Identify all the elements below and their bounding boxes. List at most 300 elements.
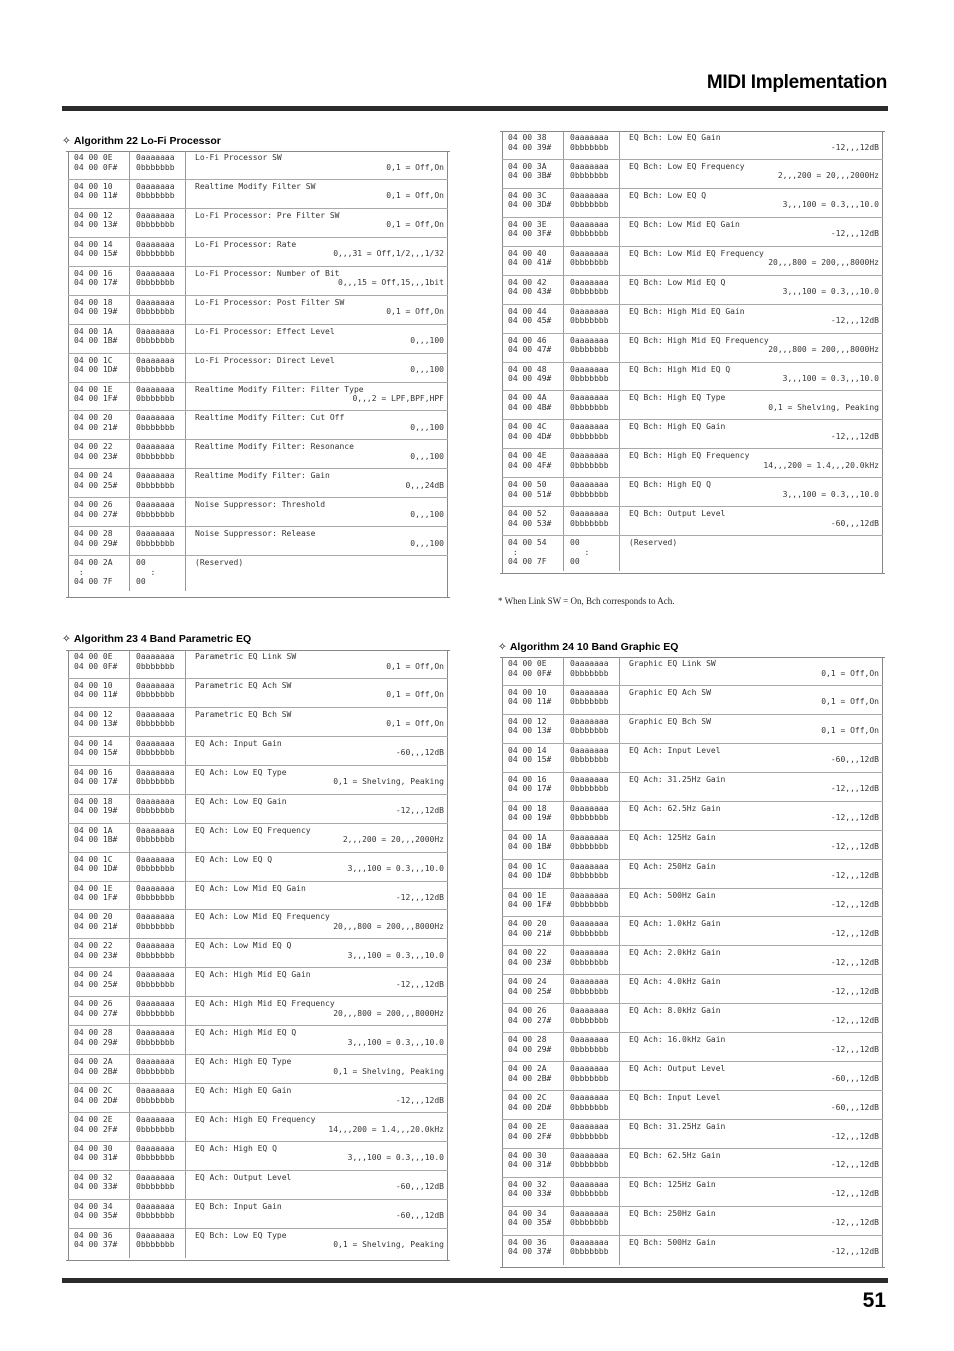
data-low: 0bbbbbbb: [136, 509, 175, 519]
data-low: 0bbbbbbb: [136, 806, 175, 816]
data-low: 0bbbbbbb: [136, 422, 175, 432]
parameter-range: 0,1 = Shelving, Peaking: [333, 1066, 444, 1076]
address-start: 04 00 22: [508, 948, 547, 958]
data-high: 0aaaaaaa: [570, 248, 609, 258]
data-high: 0aaaaaaa: [136, 738, 175, 748]
parameter-range: -12,,,12dB: [830, 784, 879, 794]
address-cell: [502, 334, 564, 362]
header-rule: [62, 106, 888, 111]
address-end: 04 00 13#: [508, 726, 552, 736]
parameter-range: 0,1 = Shelving, Peaking: [333, 1240, 444, 1250]
description-cell: [186, 151, 448, 179]
address-start: 04 00 18: [74, 796, 113, 806]
address-cell: [68, 296, 130, 324]
data-low: 0bbbbbbb: [136, 1182, 175, 1192]
data-low: 0bbbbbbb: [570, 813, 609, 823]
address-end: 04 00 33#: [74, 1182, 118, 1192]
data-low: 0bbbbbbb: [570, 229, 609, 239]
address-start: 04 00 42: [508, 277, 547, 287]
address-end: 04 00 1D#: [508, 871, 552, 881]
data-high: 0aaaaaaa: [570, 919, 609, 929]
data-low: 0bbbbbbb: [570, 258, 609, 268]
parameter-range: 3,,,100 = 0.3,,,10.0: [782, 287, 879, 297]
parameter-name: EQ Bch: 500Hz Gain: [629, 1237, 716, 1247]
table-row: [68, 1171, 448, 1200]
description-cell: [186, 679, 448, 707]
address-start: 04 00 36: [508, 1237, 547, 1247]
address-cell: [502, 276, 564, 304]
description-cell: [620, 160, 883, 188]
data-low: 0bbbbbbb: [570, 784, 609, 794]
data-low: 0bbbbbbb: [570, 1131, 609, 1141]
parameter-name: EQ Ach: 2.0kHz Gain: [629, 948, 721, 958]
parameter-range: 14,,,200 = 1.4,,,20.0kHz: [328, 1124, 444, 1134]
data-low: 0bbbbbbb: [136, 864, 175, 874]
address-start: 04 00 28: [74, 529, 113, 539]
data-low: 0bbbbbbb: [136, 835, 175, 845]
description-cell: [620, 1120, 883, 1148]
address-end: 04 00 0F#: [74, 661, 118, 671]
parameter-name: EQ Bch: 31.25Hz Gain: [629, 1122, 726, 1131]
data-low: 0bbbbbbb: [136, 1037, 175, 1047]
table-row: [502, 1004, 883, 1033]
data-cell: [564, 1236, 620, 1265]
parameter-range: 0,,,15 = Off,15,,,1bit: [338, 278, 444, 288]
address-end: 04 00 23#: [508, 957, 552, 967]
address-cell: [68, 1113, 130, 1141]
data-high: 0aaaaaaa: [570, 219, 609, 229]
data-low: 0bbbbbbb: [570, 957, 609, 967]
parameter-range: -60,,,12dB: [830, 755, 879, 765]
data-high: 0aaaaaaa: [570, 977, 609, 987]
parameter-name: Lo-Fi Processor: Number of Bit: [195, 268, 340, 278]
parameter-name: EQ Ach: 250Hz Gain: [629, 861, 716, 871]
table-row: [68, 383, 448, 412]
parameter-name: EQ Ach: Low Mid EQ Gain: [195, 883, 306, 893]
data-cell: [130, 469, 186, 497]
address-cell: [502, 1091, 564, 1119]
table-row: [68, 795, 448, 824]
data-low: 0bbbbbbb: [570, 842, 609, 852]
address-cell: [502, 860, 564, 888]
address-cell: [68, 910, 130, 938]
parameter-range: 3,,,100 = 0.3,,,10.0: [347, 1037, 444, 1047]
table-row: [502, 1149, 883, 1178]
address-cell: [68, 997, 130, 1025]
address-start: 04 00 12: [508, 716, 547, 726]
parameter-name: Noise Suppressor: Threshold: [195, 500, 326, 510]
parameter-name: EQ Ach: High EQ Q: [195, 1143, 277, 1153]
description-cell: [620, 831, 883, 859]
parameter-name: EQ Bch: High EQ Type: [629, 393, 726, 403]
parameter-name: EQ Bch: Input Gain: [195, 1201, 282, 1211]
address-start: 04 00 10: [508, 687, 547, 697]
address-cell: [502, 247, 564, 275]
address-start: 04 00 16: [74, 268, 113, 278]
data-low: 0bbbbbbb: [570, 142, 609, 152]
data-high: 0aaaaaaa: [570, 1006, 609, 1016]
address-cell: [502, 975, 564, 1003]
description-cell: [186, 354, 448, 382]
address-end: 04 00 11#: [74, 191, 118, 201]
address-end: 04 00 13#: [74, 719, 118, 729]
address-start: 04 00 12: [74, 210, 113, 220]
description-cell: [186, 469, 448, 497]
data-cell: [564, 189, 620, 217]
address-cell: [502, 218, 564, 246]
parameter-range: 20,,,800 = 200,,,8000Hz: [768, 345, 879, 355]
data-low: 0bbbbbbb: [570, 345, 609, 355]
address-end: 04 00 0F#: [508, 668, 552, 678]
data-cell: [130, 1142, 186, 1170]
address-start: 04 00 0E: [508, 659, 547, 668]
data-cell: [130, 1200, 186, 1228]
description-cell: [620, 917, 883, 945]
address-start: 04 00 2A: [74, 1057, 113, 1067]
address-end: 04 00 25#: [74, 480, 118, 490]
data-low: 0bbbbbbb: [570, 1015, 609, 1025]
parameter-range: -12,,,12dB: [395, 1095, 444, 1105]
address-end: 04 00 2D#: [508, 1102, 552, 1112]
data-low: 0bbbbbbb: [136, 921, 175, 931]
parameter-range: -12,,,12dB: [830, 316, 879, 326]
description-cell: [620, 715, 883, 743]
table-row: [68, 325, 448, 354]
data-high: 0aaaaaaa: [136, 384, 175, 394]
address-end: 04 00 17#: [74, 777, 118, 787]
parameter-range: 0,,,100: [410, 336, 444, 346]
description-cell: [620, 1149, 883, 1177]
parameter-name: Graphic EQ Link SW: [629, 659, 716, 668]
data-low: 0bbbbbbb: [570, 489, 609, 499]
data-high: 0aaaaaaa: [570, 687, 609, 697]
address-cell: [502, 946, 564, 974]
data-high: 0aaaaaaa: [570, 1150, 609, 1160]
data-high: 0aaaaaaa: [136, 153, 175, 162]
address-cell: [502, 478, 564, 506]
parameter-range: 3,,,100 = 0.3,,,10.0: [782, 489, 879, 499]
parameter-name: EQ Bch: Low EQ Gain: [629, 133, 721, 142]
parameter-name: Lo-Fi Processor: Effect Level: [195, 326, 335, 336]
data-cell: [130, 296, 186, 324]
address-end: 04 00 27#: [508, 1015, 552, 1025]
data-high: 00: [570, 538, 580, 548]
description-cell: [186, 440, 448, 468]
parameter-range: -12,,,12dB: [830, 1015, 879, 1025]
parameter-name: EQ Bch: 62.5Hz Gain: [629, 1150, 721, 1160]
address-start: 04 00 2A: [74, 558, 113, 568]
parameter-range: 0,,,100: [410, 538, 444, 548]
parameter-name: EQ Ach: 8.0kHz Gain: [629, 1006, 721, 1016]
table-row: [502, 657, 883, 686]
param-table-alg23-continued: [502, 131, 883, 574]
data-low: 0bbbbbbb: [570, 1247, 609, 1257]
address-start: 04 00 2C: [74, 1086, 113, 1096]
address-end: 04 00 21#: [74, 921, 118, 931]
description-cell: [186, 1026, 448, 1054]
address-end: 04 00 43#: [508, 287, 552, 297]
table-row: [502, 305, 883, 334]
data-low: 0bbbbbbb: [570, 402, 609, 412]
address-cell: [502, 657, 564, 685]
description-cell: [186, 853, 448, 881]
parameter-name: EQ Ach: Low EQ Frequency: [195, 825, 311, 835]
parameter-name: (Reserved): [629, 538, 678, 548]
address-start: 04 00 10: [74, 680, 113, 690]
data-high: 0aaaaaaa: [136, 767, 175, 777]
address-start: 04 00 26: [74, 999, 113, 1009]
address-end: 04 00 37#: [74, 1240, 118, 1250]
data-high: 0aaaaaaa: [570, 422, 609, 432]
data-high: 0aaaaaaa: [136, 999, 175, 1009]
data-cell: [130, 411, 186, 439]
parameter-name: EQ Bch: Low EQ Q: [629, 190, 707, 200]
address-end: 04 00 25#: [74, 979, 118, 989]
address-end: 04 00 3F#: [508, 229, 552, 239]
table-row: [502, 715, 883, 744]
parameter-name: EQ Ach: High Mid EQ Q: [195, 1028, 297, 1038]
address-end: 04 00 2B#: [508, 1073, 552, 1083]
address-cell: [502, 1062, 564, 1090]
parameter-name: EQ Bch: 250Hz Gain: [629, 1208, 716, 1218]
address-cell: [502, 536, 564, 571]
data-high: 0aaaaaaa: [136, 442, 175, 452]
data-low: 0bbbbbbb: [136, 336, 175, 346]
table-row: [502, 1178, 883, 1207]
description-cell: [620, 507, 883, 535]
description-cell: [186, 708, 448, 736]
data-high: 0aaaaaaa: [570, 161, 609, 171]
description-cell: [620, 1207, 883, 1235]
address-cell: [502, 686, 564, 714]
address-cell: [502, 1120, 564, 1148]
address-start: 04 00 2E: [508, 1122, 547, 1131]
address-cell: [502, 160, 564, 188]
address-start: 04 00 20: [74, 912, 113, 922]
parameter-name: EQ Ach: Low Mid EQ Frequency: [195, 912, 330, 922]
address-cell: [502, 917, 564, 945]
data-low: 0bbbbbbb: [136, 1095, 175, 1105]
parameter-name: Lo-Fi Processor SW: [195, 153, 282, 162]
address-end: 04 00 27#: [74, 509, 118, 519]
data-high: 0aaaaaaa: [136, 1143, 175, 1153]
data-cell: [564, 686, 620, 714]
data-cell: [564, 1149, 620, 1177]
data-high: 0aaaaaaa: [570, 1237, 609, 1247]
data-low: 0bbbbbbb: [136, 191, 175, 201]
data-low: 0bbbbbbb: [570, 1218, 609, 1228]
table-row: [502, 1236, 883, 1265]
address-end: 04 00 51#: [508, 489, 552, 499]
parameter-range: -60,,,12dB: [395, 748, 444, 758]
address-start: 04 00 32: [74, 1172, 113, 1182]
address-start: 04 00 46: [508, 335, 547, 345]
parameter-range: -12,,,12dB: [830, 229, 879, 239]
address-end: 04 00 2F#: [508, 1131, 552, 1141]
description-cell: [620, 334, 883, 362]
param-table-alg22: [68, 151, 448, 598]
parameter-name: EQ Bch: High EQ Frequency: [629, 451, 750, 461]
address-start: 04 00 3C: [508, 190, 547, 200]
address-cell: [68, 498, 130, 526]
description-cell: [620, 247, 883, 275]
parameter-name: EQ Ach: 4.0kHz Gain: [629, 977, 721, 987]
address-end: 04 00 0F#: [74, 162, 118, 172]
data-low: 0bbbbbbb: [570, 986, 609, 996]
address-end: 04 00 15#: [508, 755, 552, 765]
data-high: 0aaaaaaa: [570, 190, 609, 200]
address-start: 04 00 4E: [508, 451, 547, 461]
address-cell: [502, 744, 564, 772]
address-cell: [68, 882, 130, 910]
address-end: 04 00 3D#: [508, 200, 552, 210]
table-row: [502, 1033, 883, 1062]
parameter-name: Realtime Modify Filter SW: [195, 181, 316, 191]
diamond-icon: ✧: [62, 633, 71, 645]
parameter-name: EQ Bch: Low Mid EQ Gain: [629, 219, 740, 229]
address-start: 04 00 16: [74, 767, 113, 777]
parameter-range: -12,,,12dB: [830, 1247, 879, 1257]
parameter-name: Lo-Fi Processor: Rate: [195, 239, 297, 249]
parameter-name: Realtime Modify Filter: Resonance: [195, 442, 354, 452]
data-cell: [130, 383, 186, 411]
data-low: 0bbbbbbb: [136, 1066, 175, 1076]
address-start: 04 00 1A: [74, 825, 113, 835]
table-row: [68, 296, 448, 325]
data-cell: [564, 391, 620, 419]
address-cell: [502, 507, 564, 535]
parameter-range: 20,,,800 = 200,,,8000Hz: [333, 1008, 444, 1018]
parameter-range: -12,,,12dB: [830, 813, 879, 823]
parameter-name: EQ Ach: High Mid EQ Frequency: [195, 999, 335, 1009]
parameter-range: 0,1 = Off,On: [386, 690, 444, 700]
parameter-range: 0,,,100: [410, 509, 444, 519]
address-start: 04 00 3E: [508, 219, 547, 229]
data-cell: [130, 737, 186, 765]
table-row: [502, 160, 883, 189]
address-start: 04 00 20: [74, 413, 113, 423]
parameter-range: 3,,,100 = 0.3,,,10.0: [347, 864, 444, 874]
description-cell: [186, 498, 448, 526]
address-end: 04 00 19#: [74, 806, 118, 816]
parameter-name: EQ Ach: Low EQ Q: [195, 854, 273, 864]
address-start: 04 00 1E: [74, 883, 113, 893]
parameter-name: EQ Ach: 62.5Hz Gain: [629, 803, 721, 813]
address-start: 04 00 16: [508, 774, 547, 784]
parameter-range: -12,,,12dB: [830, 1189, 879, 1199]
parameter-name: Lo-Fi Processor: Post Filter SW: [195, 297, 345, 307]
address-start: 04 00 4C: [508, 422, 547, 432]
parameter-name: EQ Bch: Low Mid EQ Q: [629, 277, 726, 287]
address-end: 04 00 1F#: [508, 900, 552, 909]
parameter-range: 0,,,100: [410, 365, 444, 375]
data-cell: [564, 917, 620, 945]
address-end: 04 00 2F#: [74, 1124, 118, 1134]
data-high: 0aaaaaaa: [136, 883, 175, 893]
description-cell: [620, 478, 883, 506]
parameter-range: 3,,,100 = 0.3,,,10.0: [347, 1153, 444, 1163]
description-cell: [186, 383, 448, 411]
parameter-name: EQ Bch: Input Level: [629, 1093, 721, 1103]
parameter-range: 20,,,800 = 200,,,8000Hz: [333, 921, 444, 931]
address-cell: [68, 556, 130, 591]
data-cell: [130, 151, 186, 179]
data-high: 0aaaaaaa: [570, 1064, 609, 1074]
parameter-range: 20,,,800 = 200,,,8000Hz: [768, 258, 879, 268]
address-end: 04 00 2B#: [74, 1066, 118, 1076]
parameter-range: -12,,,12dB: [395, 806, 444, 816]
description-cell: [620, 860, 883, 888]
address-end: 04 00 11#: [508, 697, 552, 707]
parameter-range: 0,1 = Off,On: [386, 719, 444, 729]
data-cell: [564, 420, 620, 448]
data-cell: [130, 180, 186, 208]
parameter-name: EQ Bch: Low EQ Type: [195, 1230, 287, 1240]
parameter-name: EQ Ach: Low Mid EQ Q: [195, 941, 292, 951]
data-high: 0aaaaaaa: [570, 745, 609, 755]
address-end: 04 00 1B#: [74, 336, 118, 346]
address-cell: [68, 650, 130, 678]
table-row: [502, 860, 883, 889]
data-high: 0aaaaaaa: [136, 652, 175, 661]
data-cell: [564, 478, 620, 506]
data-high: 0aaaaaaa: [136, 326, 175, 336]
table-row: [68, 824, 448, 853]
table-row: [68, 527, 448, 556]
data-high: 0aaaaaaa: [136, 1028, 175, 1038]
data-high: 0aaaaaaa: [136, 500, 175, 510]
parameter-range: -12,,,12dB: [830, 957, 879, 967]
address-cell: [502, 1149, 564, 1177]
table-row: [502, 1062, 883, 1091]
address-start: 04 00 34: [74, 1201, 113, 1211]
table-row: [502, 507, 883, 536]
parameter-name: EQ Ach: 125Hz Gain: [629, 832, 716, 842]
data-cell: [564, 802, 620, 830]
table-row: [502, 1207, 883, 1236]
parameter-name: EQ Bch: High Mid EQ Gain: [629, 306, 745, 316]
table-row: [502, 276, 883, 305]
address-start: 04 00 14: [508, 745, 547, 755]
parameter-range: -12,,,12dB: [830, 1131, 879, 1141]
address-start: 04 00 1C: [508, 861, 547, 871]
data-high: 0aaaaaaa: [136, 854, 175, 864]
data-low: 0bbbbbbb: [136, 365, 175, 375]
data-cell: [564, 1091, 620, 1119]
parameter-range: -12,,,12dB: [830, 928, 879, 938]
data-low: 0bbbbbbb: [570, 928, 609, 938]
address-end: 04 00 23#: [74, 451, 118, 461]
data-low: 0bbbbbbb: [136, 1211, 175, 1221]
parameter-name: EQ Bch: High EQ Gain: [629, 422, 726, 432]
table-row: [502, 802, 883, 831]
data-ellipsis: :: [136, 567, 156, 577]
address-start: 04 00 2A: [508, 1064, 547, 1074]
address-cell: [68, 679, 130, 707]
data-cell: [130, 1113, 186, 1141]
address-cell: [502, 889, 564, 917]
address-start: 04 00 26: [508, 1006, 547, 1016]
description-cell: [186, 910, 448, 938]
address-start: 04 00 1E: [74, 384, 113, 394]
address-end: 04 00 27#: [74, 1008, 118, 1018]
address-start: 04 00 26: [74, 500, 113, 510]
data-ellipsis: :: [570, 547, 590, 557]
diamond-icon: ✧: [498, 641, 507, 653]
address-end: 04 00 7F: [74, 577, 113, 587]
table-row: [68, 151, 448, 180]
address-cell: [68, 1055, 130, 1083]
